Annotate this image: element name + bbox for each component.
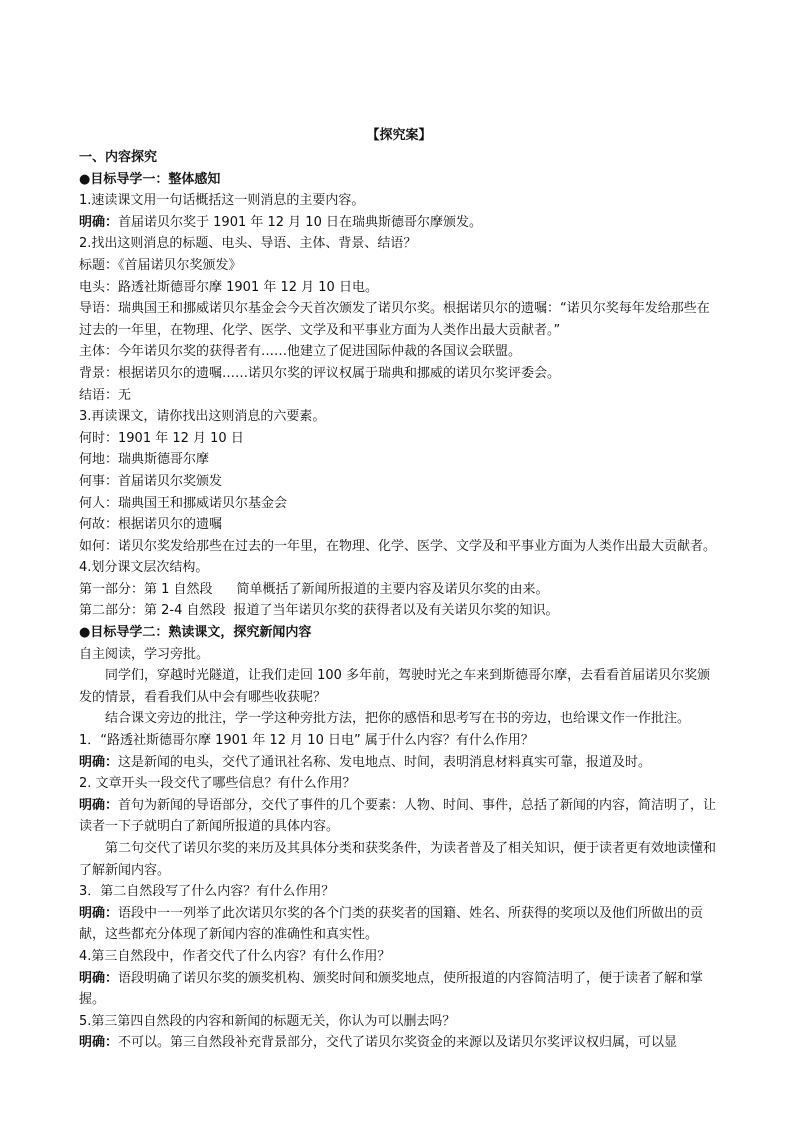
part-text: 简单概括了新闻所报道的主要内容及诺贝尔奖的由来。 <box>236 581 549 597</box>
self-reading: 自主阅读，学习旁批。 <box>79 646 210 662</box>
question-7: 3．第二自然段写了什么内容？有什么作用？ <box>79 884 335 900</box>
question-3: 3.再读课文，请你找出这则消息的六要素。 <box>79 409 326 425</box>
answer-6-continued: 第二句交代了诺贝尔奖的来历及其具体分类和获奖条件，为读者普及了相关知识，便于读者更有效地读懂和了解新闻内容。 <box>79 841 717 878</box>
answer-label: 明确： <box>79 1035 119 1051</box>
part-label: 第二部分：第 2-4 自然段 <box>79 603 226 619</box>
part-text: 报道了当年诺贝尔奖的获得者以及有关诺贝尔奖的知识。 <box>233 603 559 619</box>
annotation-paragraph: 结合课文旁边的批注，学一学这种旁批方法，把你的感悟和思考写在书的旁边，也给课文作一作批注。 <box>105 711 691 727</box>
question-9: 5.第三第四自然段的内容和新闻的标题无关，你认为可以删去吗？ <box>79 1013 456 1029</box>
dateline-line: 电头：路透社斯德哥尔摩 1901 年 12 月 10 日电。 <box>79 279 378 295</box>
answer-8 <box>79 968 719 1011</box>
element-who: 何人：瑞典国王和挪威诺贝尔基金会 <box>79 495 288 511</box>
answer-1 <box>79 212 719 234</box>
goal-heading-2: ●目标导学二：熟读课文，探究新闻内容 <box>79 625 312 641</box>
section-heading: 一、内容探究 <box>79 150 158 165</box>
answer-label: 明确： <box>79 797 119 813</box>
answer-text: 不可以。第三自然段补充背景部分，交代了诺贝尔奖资金的来源以及诺贝尔奖评议权归属，可以显 <box>118 1035 678 1051</box>
goal-heading-1: ●目标导学一：整体感知 <box>79 171 221 187</box>
lead-line: 导语：瑞典国王和挪威诺贝尔基金会今天首次颁发了诺贝尔奖。根据诺贝尔的遗嘱：“诺贝尔奖每年发给那些在过去的一年里，在物理、化学、医学、文学及和平事业方面为人类作出最大贡献者。” <box>79 301 710 338</box>
news-title-line: 标题：《首届诺贝尔奖颁发》 <box>79 257 242 273</box>
question-4: 4.划分课文层次结构。 <box>79 560 209 576</box>
question-1: 1.速读课文用一句话概括这一则消息的主要内容。 <box>79 193 365 209</box>
structure-part-1 <box>79 579 719 601</box>
structure-part-2 <box>79 600 719 622</box>
answer-text: 首届诺贝尔奖于 1901 年 12 月 10 日在瑞典斯德哥尔摩颁发。 <box>118 214 482 230</box>
question-5: 1．“路透社斯德哥尔摩 1901 年 12 月 10 日电” 属于什么内容？有什么作用？ <box>79 733 534 749</box>
part-label: 第一部分：第 1 自然段 <box>79 581 213 597</box>
answer-text: 首句为新闻的导语部分，交代了事件的几个要素：人物、时间、事件，总括了新闻的内容，简洁明了，让读者一下子就明白了新闻所报道的具体内容。 <box>79 797 717 835</box>
answer-label: 明确： <box>79 970 119 986</box>
intro-paragraph: 同学们，穿越时光隧道，让我们走回 100 多年前，驾驶时光之车来到斯德哥尔摩，去看看首届诺贝尔奖颁发的情景，看看我们从中会有哪些收获呢？ <box>79 668 711 705</box>
answer-label: 明确： <box>79 214 119 230</box>
question-2: 2.找出这则消息的标题、电头、导语、主体、背景、结语？ <box>79 236 417 252</box>
answer-label: 明确： <box>79 754 119 770</box>
answer-6 <box>79 795 719 838</box>
page-title: 【探究案】 <box>366 128 432 143</box>
ending-line: 结语：无 <box>79 387 132 403</box>
element-where: 何地：瑞典斯德哥尔摩 <box>79 452 210 468</box>
answer-text: 这是新闻的电头，交代了通讯社名称、发电地点、时间，表明消息材料真实可靠，报道及时。 <box>118 754 652 770</box>
element-how: 如何：诺贝尔奖发给那些在过去的一年里，在物理、化学、医学、文学及和平事业方面为人类作出最大贡献者。 <box>79 538 717 554</box>
answer-5 <box>79 752 719 774</box>
answer-label: 明确： <box>79 905 119 921</box>
answer-7 <box>79 903 719 946</box>
answer-text: 语段中一一列举了此次诺贝尔奖的各个门类的获奖者的国籍、姓名、所获得的奖项以及他们所做出的贡献，这些都充分体现了新闻内容的准确性和真实性。 <box>79 905 704 943</box>
element-what: 何事：首届诺贝尔奖颁发 <box>79 473 223 489</box>
body-line: 主体：今年诺贝尔奖的获得者有……他建立了促进国际仲裁的各国议会联盟。 <box>79 344 522 360</box>
element-when: 何时：1901 年 12 月 10 日 <box>79 430 244 446</box>
question-8: 4.第三自然段中，作者交代了什么内容？有什么作用？ <box>79 948 391 964</box>
element-why: 何故：根据诺贝尔的遗嘱 <box>79 517 223 533</box>
answer-text: 语段明确了诺贝尔奖的颁奖机构、颁奖时间和颁奖地点，使所报道的内容简洁明了，便于读者了解和掌握。 <box>79 970 704 1008</box>
answer-9 <box>79 1032 719 1054</box>
document-body <box>79 125 719 1054</box>
question-6: 2. 文章开头一段交代了哪些信息？有什么作用？ <box>79 776 356 792</box>
background-line: 背景：根据诺贝尔的遗嘱……诺贝尔奖的评议权属于瑞典和挪威的诺贝尔奖评委会。 <box>79 365 561 381</box>
